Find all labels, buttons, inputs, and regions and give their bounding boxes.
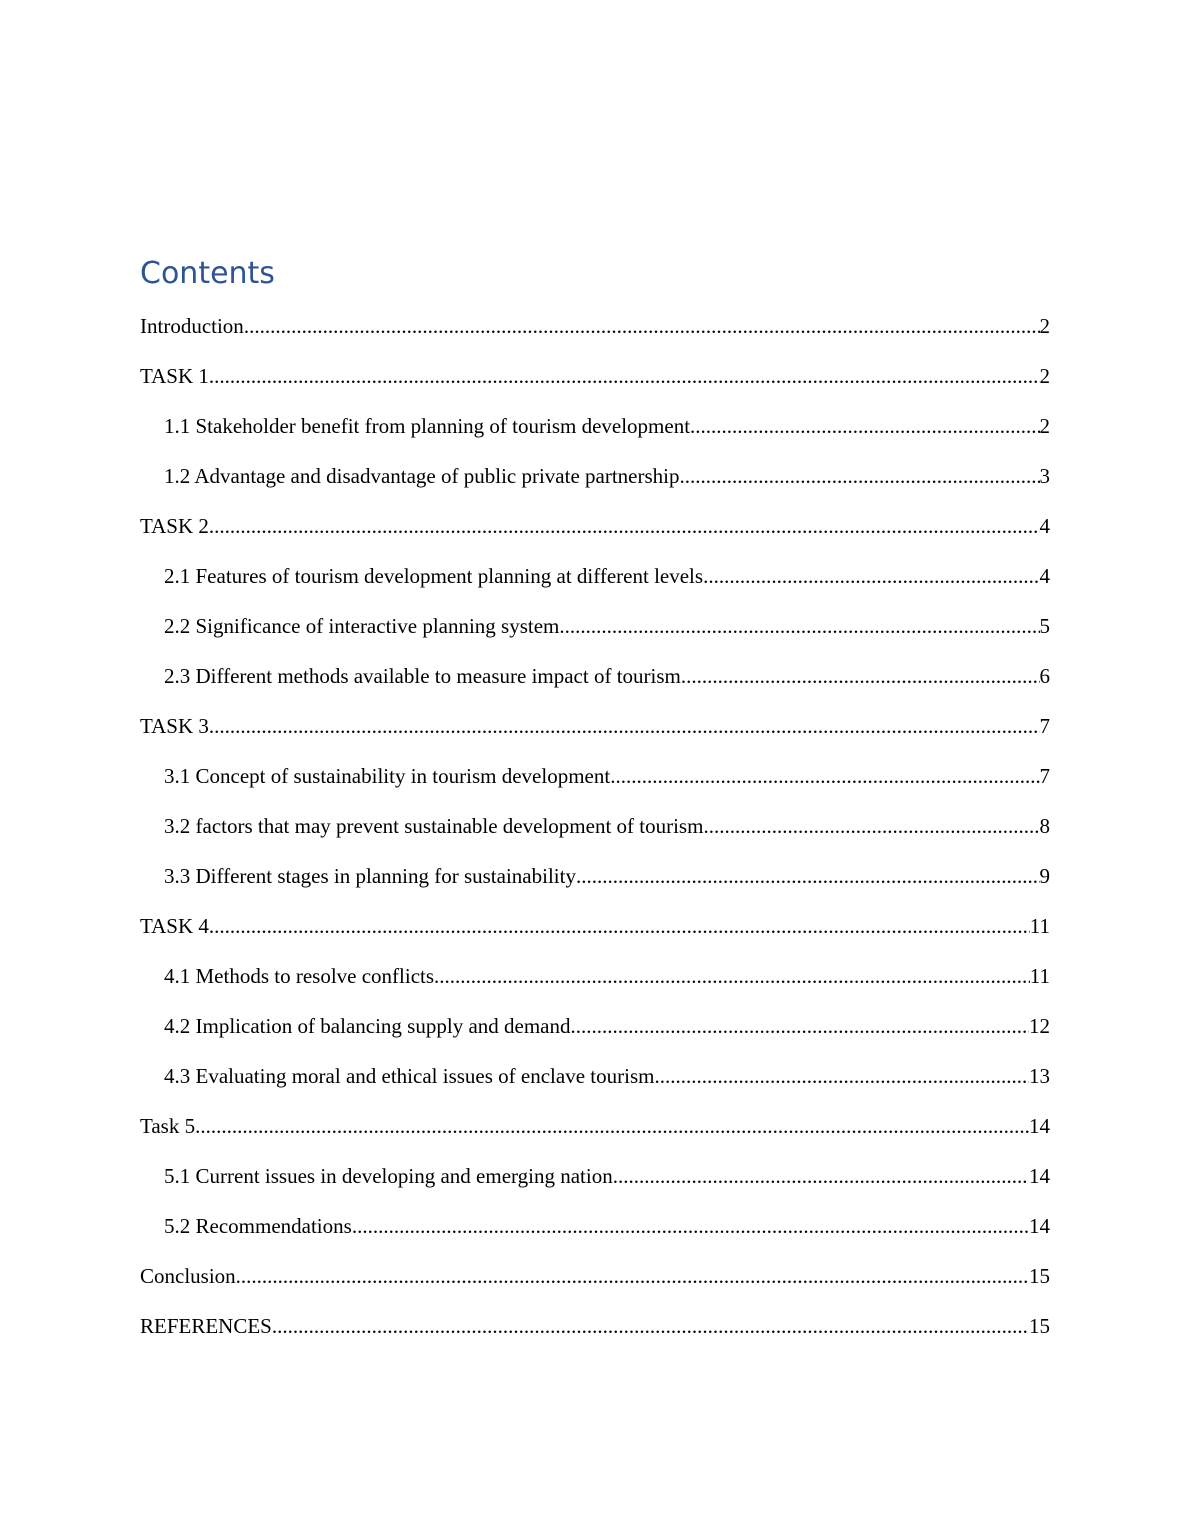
toc-entry-page-number: 14 <box>1029 1214 1050 1238</box>
toc-entry-title: 2.1 Features of tourism development planning at different levels <box>164 564 704 588</box>
toc-entry-title: Introduction <box>140 314 244 338</box>
toc-entry[interactable] <box>140 1151 1050 1201</box>
toc-entry-page-number: 2 <box>1039 364 1050 388</box>
toc-entry-page-number: 6 <box>1039 664 1050 688</box>
toc-entry[interactable] <box>140 851 1050 901</box>
toc-entry[interactable] <box>140 601 1050 651</box>
toc-entry-page-number: 13 <box>1029 1064 1050 1088</box>
toc-entry[interactable] <box>140 351 1050 401</box>
toc-dot-leader <box>236 1251 1029 1301</box>
toc-entry-title: TASK 3 <box>140 714 209 738</box>
toc-dot-leader <box>209 701 1040 751</box>
toc-entry[interactable] <box>140 701 1050 751</box>
toc-entry-title: 1.1 Stakeholder benefit from planning of tourism development <box>164 414 691 438</box>
toc-entry-title: 2.3 Different methods available to measure impact of tourism <box>164 664 681 688</box>
toc-dot-leader <box>559 601 1039 651</box>
toc-entry-page-number: 15 <box>1029 1314 1050 1338</box>
toc-entry-title: 3.1 Concept of sustainability in tourism development <box>164 764 611 788</box>
toc-entry-page-number: 2 <box>1039 314 1050 338</box>
toc-entry[interactable] <box>140 1301 1050 1351</box>
toc-entry[interactable] <box>140 651 1050 701</box>
toc-dot-leader <box>703 551 1039 601</box>
toc-entry[interactable] <box>140 301 1050 351</box>
toc-entry[interactable] <box>140 1251 1050 1301</box>
toc-dot-leader <box>209 901 1030 951</box>
toc-dot-leader <box>244 301 1040 351</box>
toc-dot-leader <box>610 751 1039 801</box>
toc-entry[interactable] <box>140 1051 1050 1101</box>
toc-entry-page-number: 8 <box>1039 814 1050 838</box>
toc-entry[interactable] <box>140 951 1050 1001</box>
toc-entry-page-number: 3 <box>1039 464 1050 488</box>
toc-dot-leader <box>195 1101 1029 1151</box>
toc-dot-leader <box>352 1201 1029 1251</box>
toc-dot-leader <box>613 1151 1029 1201</box>
toc-entry-title: TASK 4 <box>140 914 209 938</box>
toc-dot-leader <box>681 651 1040 701</box>
toc-dot-leader <box>209 501 1040 551</box>
toc-entry[interactable] <box>140 1001 1050 1051</box>
toc-entry-title: 5.1 Current issues in developing and emerging nation <box>164 1164 613 1188</box>
toc-entry-page-number: 5 <box>1039 614 1050 638</box>
toc-entry-title: TASK 2 <box>140 514 209 538</box>
toc-entry[interactable] <box>140 901 1050 951</box>
toc-entry-page-number: 11 <box>1029 914 1050 938</box>
toc-heading: Contents <box>140 256 275 291</box>
toc-entry-page-number: 12 <box>1029 1014 1050 1038</box>
toc-entry-title: 3.2 factors that may prevent sustainable development of tourism <box>164 814 704 838</box>
toc-entry-page-number: 11 <box>1029 964 1050 988</box>
toc-dot-leader <box>434 951 1030 1001</box>
toc-entry-title: Task 5 <box>140 1114 196 1138</box>
toc-entry-title: 4.2 Implication of balancing supply and demand <box>164 1014 571 1038</box>
toc-dot-leader <box>576 851 1040 901</box>
toc-entry[interactable] <box>140 451 1050 501</box>
toc-entry[interactable] <box>140 401 1050 451</box>
toc-entry-title: 3.3 Different stages in planning for sustainability <box>164 864 576 888</box>
toc-dot-leader <box>690 401 1039 451</box>
toc-entry[interactable] <box>140 751 1050 801</box>
toc-entry[interactable] <box>140 1101 1050 1151</box>
toc-entry-page-number: 7 <box>1039 764 1050 788</box>
toc-entry-page-number: 9 <box>1039 864 1050 888</box>
toc-entry-page-number: 14 <box>1029 1114 1050 1138</box>
toc-entry-page-number: 15 <box>1029 1264 1050 1288</box>
table-of-contents <box>140 301 1050 1351</box>
toc-dot-leader <box>272 1301 1029 1351</box>
toc-entry-title: 2.2 Significance of interactive planning system <box>164 614 560 638</box>
toc-entry-title: TASK 1 <box>140 364 209 388</box>
toc-dot-leader <box>680 451 1040 501</box>
toc-entry-page-number: 4 <box>1039 564 1050 588</box>
toc-entry-page-number: 7 <box>1039 714 1050 738</box>
toc-dot-leader <box>703 801 1039 851</box>
toc-entry-title: 5.2 Recommendations <box>164 1214 352 1238</box>
toc-entry-title: REFERENCES <box>140 1314 272 1338</box>
toc-entry[interactable] <box>140 801 1050 851</box>
toc-dot-leader <box>654 1051 1029 1101</box>
toc-entry-title: 4.1 Methods to resolve conflicts <box>164 964 435 988</box>
toc-entry[interactable] <box>140 501 1050 551</box>
toc-entry[interactable] <box>140 551 1050 601</box>
toc-dot-leader <box>209 351 1040 401</box>
toc-entry[interactable] <box>140 1201 1050 1251</box>
toc-entry-page-number: 14 <box>1029 1164 1050 1188</box>
toc-entry-title: 4.3 Evaluating moral and ethical issues of enclave tourism <box>164 1064 655 1088</box>
toc-entry-page-number: 2 <box>1039 414 1050 438</box>
toc-entry-title: Conclusion <box>140 1264 236 1288</box>
toc-entry-title: 1.2 Advantage and disadvantage of public private partnership <box>164 464 680 488</box>
toc-entry-page-number: 4 <box>1039 514 1050 538</box>
toc-dot-leader <box>571 1001 1030 1051</box>
